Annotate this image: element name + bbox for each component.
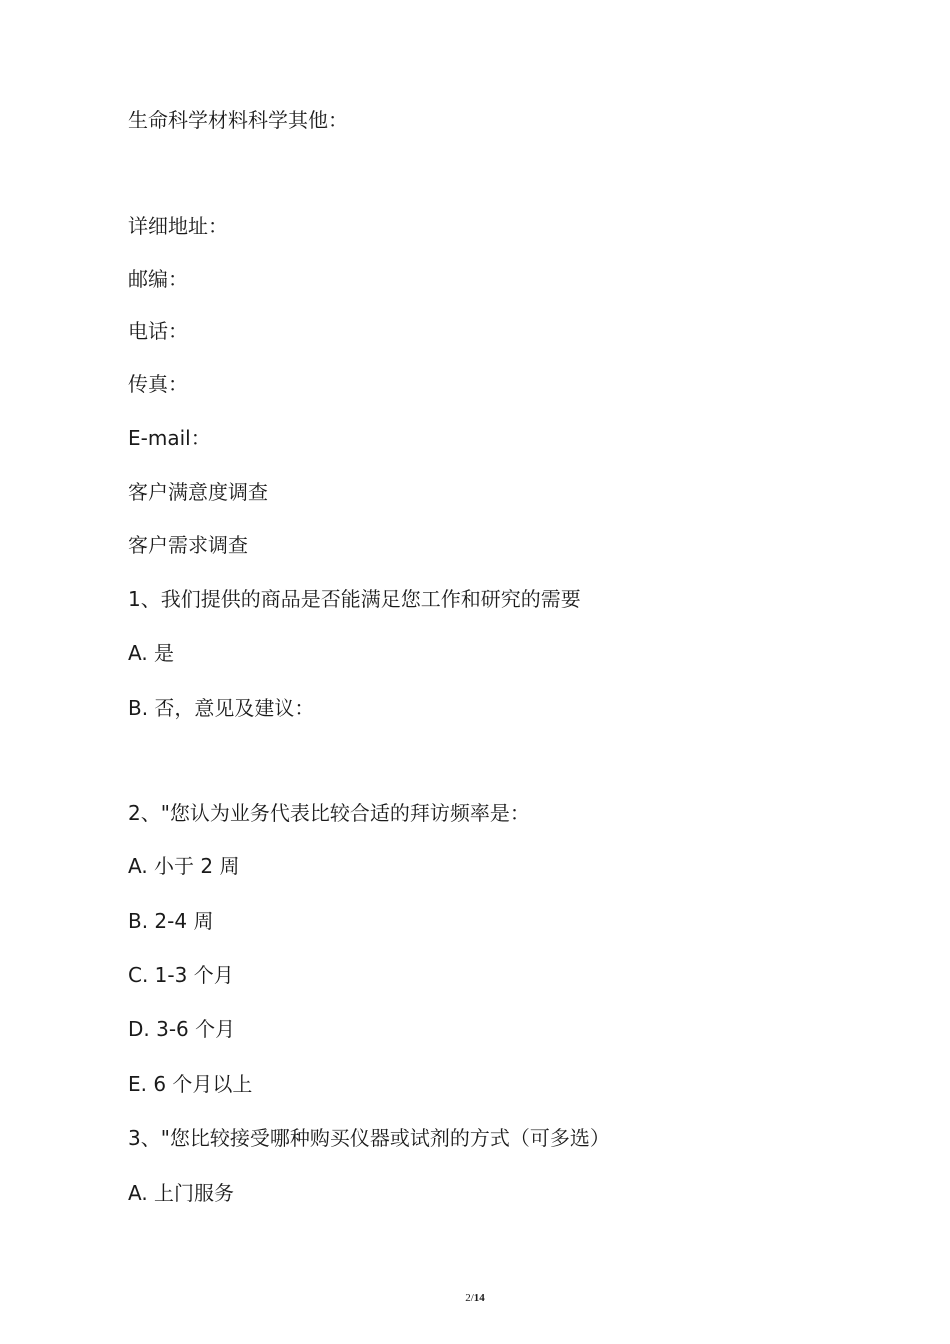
q2-option-a: A. 小于 2 周 (128, 854, 240, 878)
question-1: 1、我们提供的商品是否能满足您工作和研究的需要 (128, 587, 581, 611)
section-satisfaction-survey: 客户满意度调查 (128, 480, 268, 504)
question-3: 3、"您比较接受哪种购买仪器或试剂的方式（可多选） (128, 1126, 610, 1150)
page-total: 14 (473, 1292, 485, 1304)
q2-option-b: B. 2-4 周 (128, 909, 214, 933)
q2-option-e: E. 6 个月以上 (128, 1072, 253, 1096)
q1-option-b: B. 否，意见及建议： (128, 696, 315, 720)
field-phone: 电话： (128, 319, 188, 343)
field-postcode: 邮编： (128, 267, 188, 291)
question-2: 2、"您认为业务代表比较合适的拜访频率是： (128, 801, 530, 825)
q3-option-a: A. 上门服务 (128, 1181, 235, 1205)
field-research-area: 生命科学材料科学其他： (128, 108, 348, 132)
field-fax: 传真： (128, 372, 188, 396)
page-current: 2/ (465, 1292, 474, 1304)
q2-option-d: D. 3-6 个月 (128, 1017, 236, 1041)
q2-option-c: C. 1-3 个月 (128, 963, 234, 987)
q1-option-a: A. 是 (128, 641, 175, 665)
field-address: 详细地址： (128, 214, 228, 238)
page-number (0, 1291, 950, 1305)
field-email: E-mail： (128, 426, 211, 450)
section-needs-survey: 客户需求调查 (128, 533, 248, 557)
